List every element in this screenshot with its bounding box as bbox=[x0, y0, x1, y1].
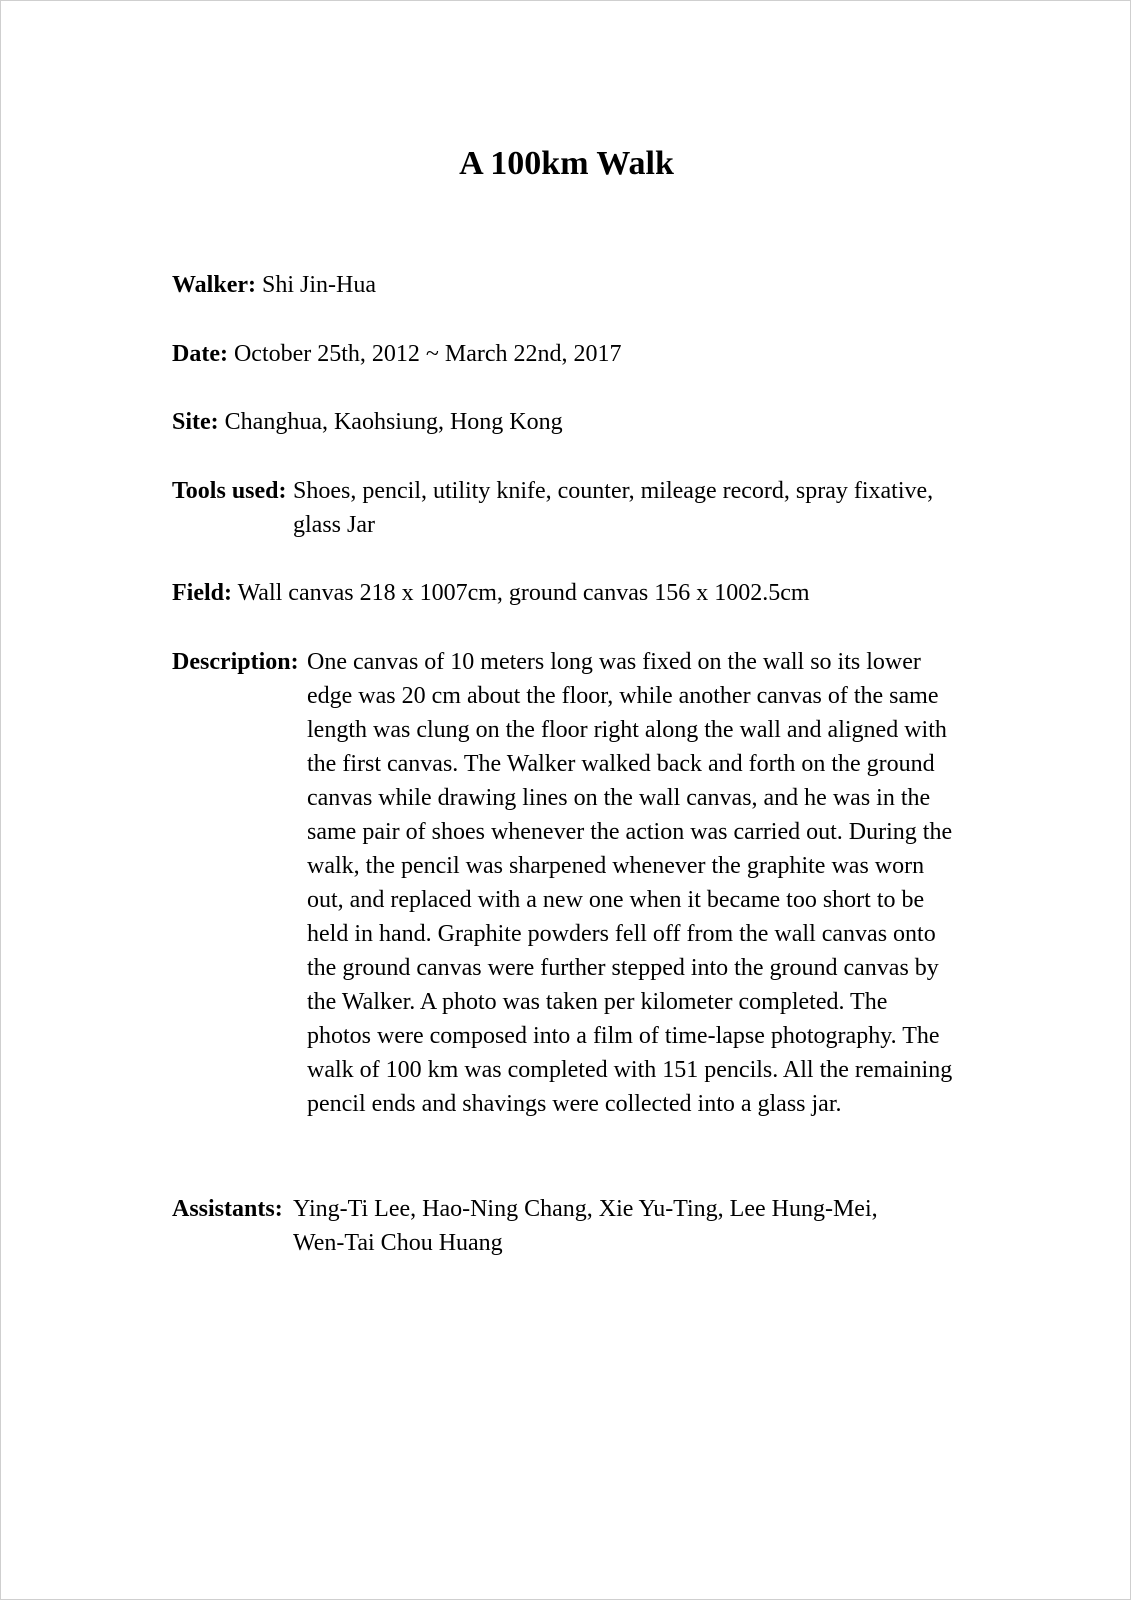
site-row bbox=[172, 405, 563, 439]
description-line: pencil ends and shavings were collected into a glass jar. bbox=[307, 1091, 842, 1117]
description-line: edge was 20 cm about the floor, while another canvas of the same bbox=[307, 683, 939, 709]
walker-value: Shi Jin-Hua bbox=[262, 272, 376, 298]
description-line: the first canvas. The Walker walked back and forth on the ground bbox=[307, 751, 935, 777]
description-line: walk, the pencil was sharpened whenever the graphite was worn bbox=[307, 853, 925, 879]
description-line: out, and replaced with a new one when it became too short to be bbox=[307, 887, 925, 913]
description-line: One canvas of 10 meters long was fixed on the wall so its lower bbox=[307, 649, 921, 675]
assistants-value bbox=[293, 1192, 878, 1260]
site-label: Site: bbox=[172, 409, 219, 435]
description-line: the ground canvas were further stepped into the ground canvas by bbox=[307, 955, 939, 981]
description-line: held in hand. Graphite powders fell off from the wall canvas onto bbox=[307, 921, 936, 947]
assistants-line: Wen-Tai Chou Huang bbox=[293, 1230, 503, 1256]
assistants-label: Assistants: bbox=[172, 1196, 283, 1222]
description-line: canvas while drawing lines on the wall canvas, and he was in the bbox=[307, 785, 931, 811]
description-line: photos were composed into a film of time-lapse photography. The bbox=[307, 1023, 940, 1049]
tools-line: glass Jar bbox=[293, 512, 375, 538]
field-label: Field: bbox=[172, 580, 232, 606]
tools-line: Shoes, pencil, utility knife, counter, mileage record, spray fixative, bbox=[293, 478, 934, 504]
tools-label: Tools used: bbox=[172, 478, 287, 504]
date-value: October 25th, 2012 ~ March 22nd, 2017 bbox=[233, 341, 622, 367]
walker-label: Walker: bbox=[172, 272, 256, 298]
field-row bbox=[172, 576, 810, 610]
page-title: A 100km Walk bbox=[459, 145, 674, 182]
description-line: the Walker. A photo was taken per kilometer completed. The bbox=[307, 989, 888, 1015]
date-label: Date: bbox=[172, 341, 228, 367]
tools-value bbox=[293, 474, 933, 542]
site-value: Changhua, Kaohsiung, Hong Kong bbox=[224, 409, 563, 435]
description-line: length was clung on the floor right along the wall and aligned with bbox=[307, 717, 947, 743]
walker-row bbox=[172, 268, 376, 302]
description-line: walk of 100 km was completed with 151 pencils. All the remaining bbox=[307, 1057, 953, 1083]
assistants-line: Ying-Ti Lee, Hao-Ning Chang, Xie Yu-Ting, Lee Hung-Mei, bbox=[293, 1196, 878, 1222]
description-label: Description: bbox=[172, 649, 299, 675]
description-value bbox=[307, 645, 952, 1121]
description-line: same pair of shoes whenever the action was carried out. During the bbox=[307, 819, 953, 845]
field-value: Wall canvas 218 x 1007cm, ground canvas 156 x 1002.5cm bbox=[237, 580, 810, 606]
date-row bbox=[172, 337, 622, 371]
